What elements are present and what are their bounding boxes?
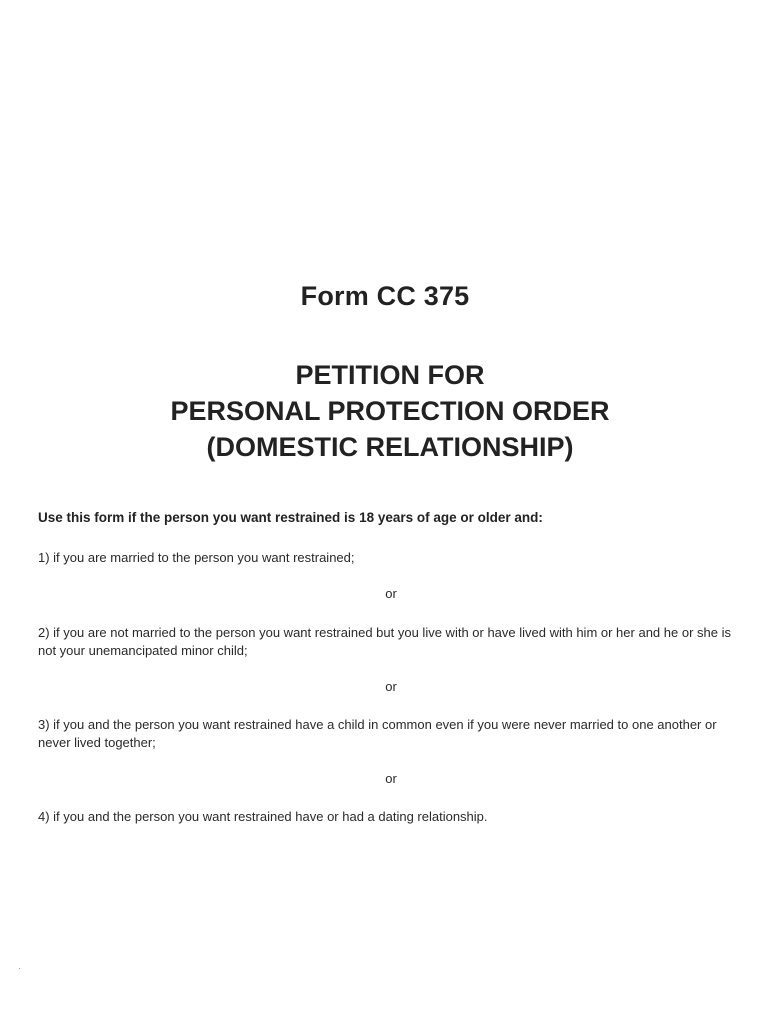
- clause-1: 1) if you are married to the person you want restrained;: [38, 550, 355, 565]
- clause-2: 2) if you are not married to the person you want restrained but you live with or have lived with him or her and he or she is not your unemancipated minor child;: [38, 625, 731, 658]
- or-separator-2: or: [385, 679, 397, 694]
- title-line-2: PERSONAL PROTECTION ORDER: [170, 396, 610, 426]
- or-separator-1: or: [385, 586, 397, 601]
- form-number: Form CC 375: [300, 281, 470, 311]
- form-title: [0, 357, 770, 465]
- title-line-3: (DOMESTIC RELATIONSHIP): [206, 432, 574, 462]
- title-line-1: PETITION FOR: [295, 360, 485, 390]
- or-separator-3: or: [385, 771, 397, 786]
- clause-4: 4) if you and the person you want restrained have or had a dating relationship.: [38, 809, 488, 824]
- clause-3: 3) if you and the person you want restrained have a child in common even if you were never married to one another or never lived together;: [38, 717, 717, 750]
- scan-speck: [19, 968, 20, 969]
- instructions-intro: Use this form if the person you want restrained is 18 years of age or older and:: [38, 510, 543, 525]
